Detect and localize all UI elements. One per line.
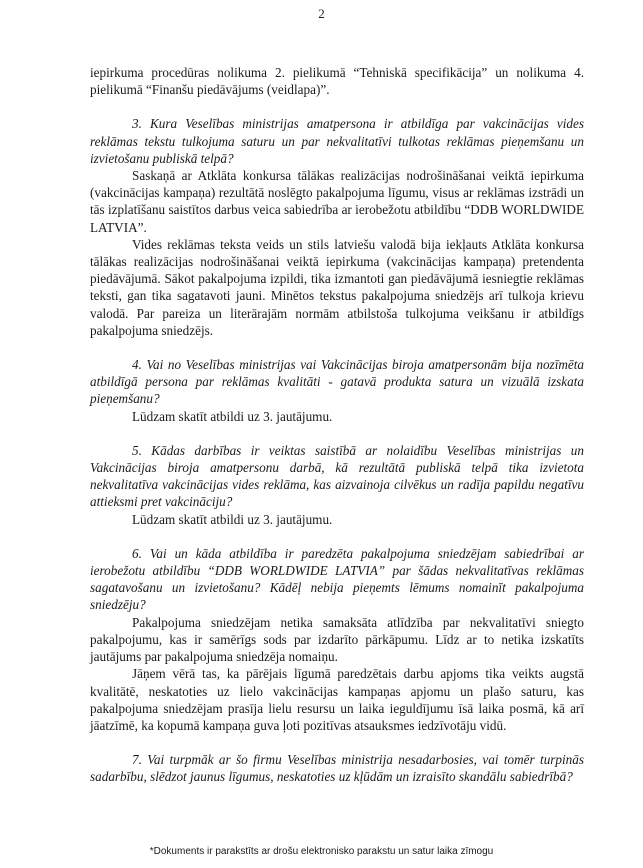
page-number: 2: [318, 6, 325, 21]
answer-4: Lūdzam skatīt atbildi uz 3. jautājumu.: [132, 408, 333, 424]
question-6: 6. Vai un kāda atbildība ir paredzēta pakalpojuma sniedzējam sabiedrībai ar ierobežotu atbildību “DDB WORLDWIDE LATVIA” par šādas nekvalitatīvas reklāmas sagatavošanu un izvietošanu? Kādēļ nebija pieņemts lēmums nomainīt pakalpojuma sniedzēju?: [90, 545, 584, 613]
answer-6-part-2: Jāņem vērā tas, ka pārējais līgumā paredzētais darbu apjoms tika veikts augstā kvalitātē, neskatoties uz lielo vakcinācijas kampaņas apjomu un plašo saturu, kas pakalpojuma sniedzējam prasīja lielu resursu un laika ieguldījumu īsā laika posmā, kā arī jāatzīmē, ka kopumā kampaņa guva ļoti pozitīvas atsauksmes iedzīvotāju vidū.: [90, 666, 584, 733]
question-4: 4. Vai no Veselības ministrijas vai Vakcinācijas biroja amatpersonām bija nozīmēta atbildīgā persona par reklāmas kvalitāti - gatavā produkta satura un vizuālā izskata pieņemšanu?: [90, 357, 584, 407]
answer-6-part-1: Pakalpojuma sniedzējam netika samaksāta atlīdzība par nekvalitatīvi sniegto pakalpojumu, kas ir samērīgs sods par izdarīto pārkāpumu. Līdz ar to netika izskatīts jautājums par pakalpojuma sniedzēja nomaiņu.: [90, 614, 584, 665]
answer-5: Lūdzam skatīt atbildi uz 3. jautājumu.: [132, 511, 333, 527]
document-body: [90, 64, 584, 786]
question-5: 5. Kādas darbības ir veiktas saistībā ar nolaidību Veselības ministrijas un Vakcinācijas biroja amatpersonu darbā, kā rezultātā publiskā telpā tika izvietota nekvalitatīva vakcinācijas vides reklāma, kas aizvainoja cilvēkus un radīja papildu negatīvu attieksmi pret vakcināciju?: [90, 442, 584, 510]
answer-3-part-1: Saskaņā ar Atklāta konkursa tālākas realizācijas nodrošināšanai veiktā iepirkuma (vakcinācijas kampaņa) rezultātā noslēgto pakalpojuma līgumu, visus ar reklāmas izstrādi un tās izplatīšanu saistītos darbus veica sabiedrība ar ierobežotu atbildību “DDB WORLDWIDE LATVIA”.: [90, 168, 584, 235]
paragraph-continuation: iepirkuma procedūras nolikuma 2. pielikumā “Tehniskā specifikācija” un nolikuma 4. pielikumā “Finanšu piedāvājums (veidlapa)”.: [90, 65, 584, 98]
answer-3-part-2: Vides reklāmas teksta veids un stils latviešu valodā bija iekļauts Atklāta konkursa tālākas realizācijas nodrošināšanai veiktā iepirkuma (vakcinācijas kampaņa) pretendenta piedāvājumā. Sākot pakalpojuma izpildi, tika izmantoti gan piedāvājumā iesniegtie reklāmas teksti, gan tika sagatavoti jauni. Minētos tekstus pakalpojuma sniedzējs arī tulkoja krievu valodā. Par pareiza un literārajām normām atbilstoša tulkojuma veikšanu ir atbildīgs pakalpojuma sniedzējs.: [90, 236, 584, 338]
question-3: 3. Kura Veselības ministrijas amatpersona ir atbildīga par vakcinācijas vides reklāmas tekstu tulkojuma saturu un par nekvalitatīvi tulkotas reklāmas pieņemšanu un izvietošanu publiskā telpā?: [90, 116, 584, 166]
question-7: 7. Vai turpmāk ar šo firmu Veselības ministrija nesadarbosies, vai tomēr turpinās sadarbību, slēdzot jaunus līgumus, neskatoties uz kļūdām un izraisīto skandālu sabiedrībā?: [90, 752, 584, 785]
signature-footnote: *Dokuments ir parakstīts ar drošu elektronisko parakstu un satur laika zīmogu: [149, 846, 494, 857]
